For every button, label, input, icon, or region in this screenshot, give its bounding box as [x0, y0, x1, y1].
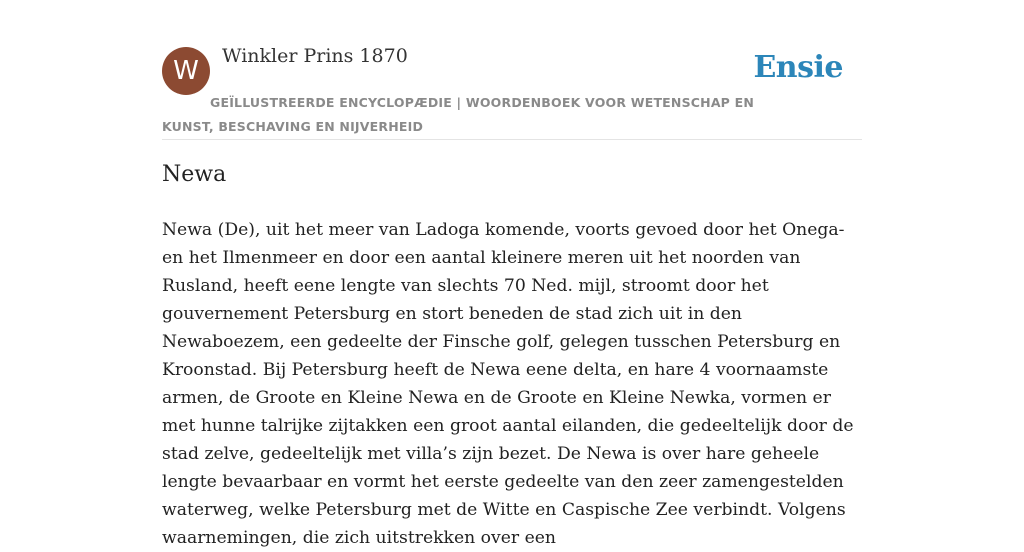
ensie-logo[interactable]: Ensie [753, 50, 843, 85]
header [162, 44, 862, 140]
article-body: Newa (De), uit het meer van Ladoga komende, voorts gevoed door het Onega- en het Ilmenmeer en door een aantal kleinere meren uit het noorden van Rusland, heeft eene lengte van slechts 70 Ned. mijl, stroomt door het gouvernement Petersburg en stort beneden de stad zich uit in den Newaboezem, een gedeelte der Finsche golf, gelegen tusschen Petersburg en Kroonstad. Bij Petersburg heeft de Newa eene delta, en hare 4 voornaamste armen, de Groote en Kleine Newa en de Groote en Kleine Newka, vormen er met hunne talrijke zijtakken een groot aantal eilanden, die gedeeltelijk door de stad zelve, gedeeltelijk met villa’s zijn bezet. De Newa is over hare geheele lengte bevaarbaar en vormt het eerste gedeelte van den zeer zamengestelden waterweg, welke Petersburg met de Witte en Caspische Zee verbindt. Volgens waarnemingen, die zich uitstrekken over een [162, 220, 854, 548]
avatar[interactable]: W [162, 47, 210, 95]
article-title: Newa [162, 162, 227, 187]
source-title[interactable]: Winkler Prins 1870 [222, 45, 408, 67]
source-subtitle: GEÏLLUSTREERDE ENCYCLOPÆDIE | WOORDENBOEK VOOR WETENSCHAP EN KUNST, BESCHAVING EN NIJVERHEID [162, 95, 755, 134]
